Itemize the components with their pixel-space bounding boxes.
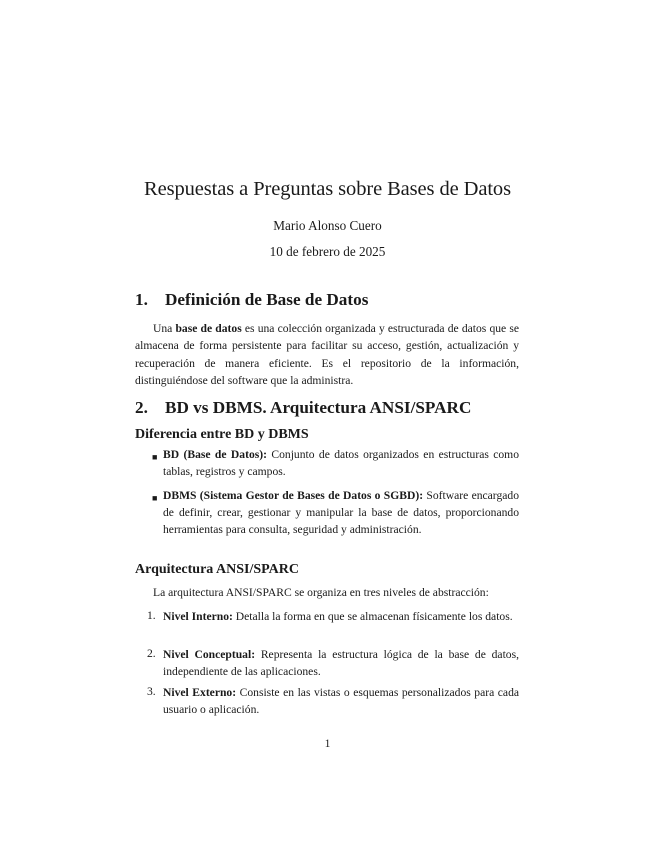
paragraph-text: es una colección organizada y estructurada de datos que se almacena de forma persistente para facilitar su acceso, gestión, actualización y recuperación de manera eficiente. Es el repositorio de la información, distinguiéndose del software que la administra. bbox=[135, 322, 520, 387]
section-1-number: 1. bbox=[135, 290, 148, 309]
document-title: Respuestas a Preguntas sobre Bases de Datos bbox=[144, 178, 511, 200]
list-item bbox=[163, 647, 519, 681]
list-item bbox=[163, 609, 519, 626]
bullet-icon: ■ bbox=[152, 452, 158, 462]
page-number: 1 bbox=[324, 737, 331, 750]
list-item-text: Representa la estructura lógica de la base de datos, independiente de las aplicaciones. bbox=[163, 648, 519, 678]
subsection-ansi-sparc-intro: La arquitectura ANSI/SPARC se organiza en tres niveles de abstracción: bbox=[153, 586, 489, 599]
paragraph-bold-term: base de datos bbox=[175, 322, 242, 335]
list-item-term: Nivel Interno: bbox=[163, 610, 233, 623]
section-2-title: BD vs DBMS. Arquitectura ANSI/SPARC bbox=[165, 398, 472, 417]
enum-number: 3. bbox=[147, 685, 156, 698]
list-item-term: DBMS (Sistema Gestor de Bases de Datos o SGBD): bbox=[163, 489, 424, 502]
list-item-term: BD (Base de Datos): bbox=[163, 448, 267, 461]
list-item bbox=[163, 685, 519, 719]
list-item-term: Nivel Conceptual: bbox=[163, 648, 256, 661]
list-item-text: Consiste en las vistas o esquemas personalizados para cada usuario o aplicación. bbox=[163, 686, 520, 716]
section-1-heading bbox=[135, 290, 368, 310]
document-author: Mario Alonso Cuero bbox=[273, 218, 382, 233]
section-2-number: 2. bbox=[135, 398, 148, 417]
list-item-text: Software encargado de definir, crear, gestionar y manipular la base de datos, proporcionando herramientas para consulta, seguridad y administración. bbox=[163, 489, 519, 536]
enum-number: 1. bbox=[147, 609, 156, 622]
bullet-icon: ■ bbox=[152, 493, 158, 503]
subsection-bd-dbms-heading: Diferencia entre BD y DBMS bbox=[135, 427, 309, 442]
list-item bbox=[163, 447, 519, 481]
list-item-text: Conjunto de datos organizados en estructuras como tablas, registros y campos. bbox=[163, 448, 519, 478]
section-2-heading bbox=[135, 398, 471, 418]
paragraph-text: Una bbox=[153, 322, 176, 335]
list-item-text: Detalla la forma en que se almacenan físicamente los datos. bbox=[232, 610, 513, 623]
list-item-term: Nivel Externo: bbox=[163, 686, 237, 699]
section-1-paragraph bbox=[135, 320, 519, 389]
document-date: 10 de febrero de 2025 bbox=[269, 244, 386, 259]
list-item bbox=[163, 488, 519, 538]
subsection-ansi-sparc-heading: Arquitectura ANSI/SPARC bbox=[135, 562, 299, 577]
section-1-title: Definición de Base de Datos bbox=[165, 290, 369, 309]
enum-number: 2. bbox=[147, 647, 156, 660]
